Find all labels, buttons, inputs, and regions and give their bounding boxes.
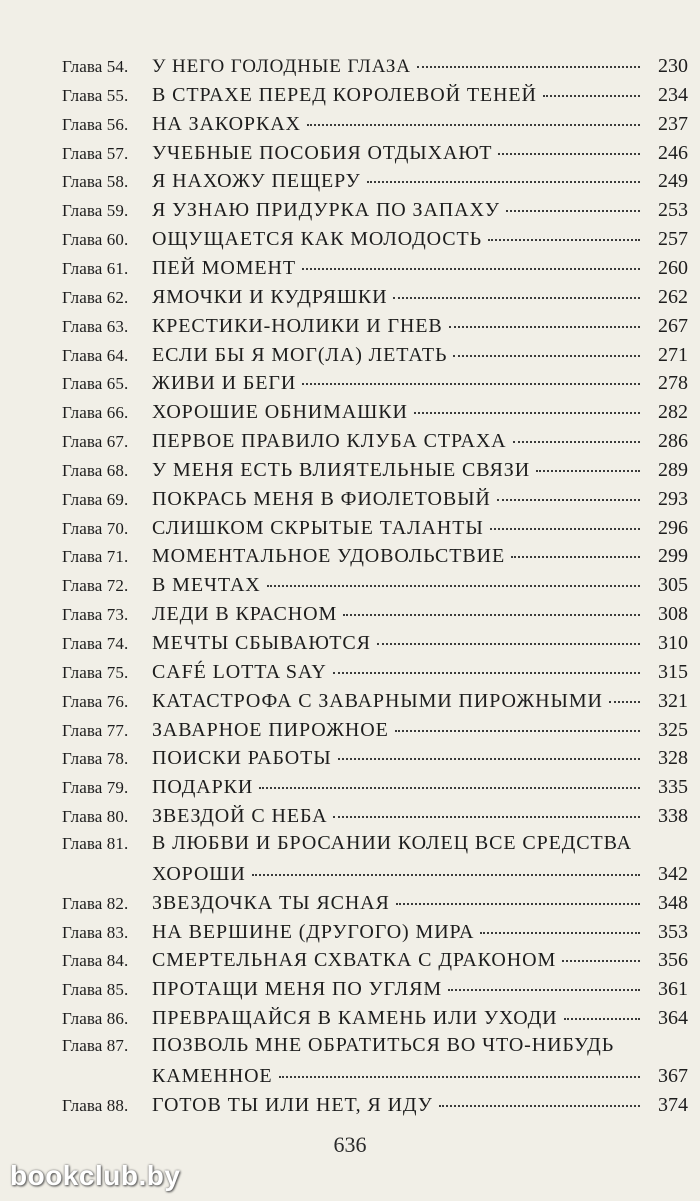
chapter-number: Глава 87.: [62, 1035, 129, 1055]
chapter-title: У НЕГО ГОЛОДНЫЕ ГЛАЗА: [152, 56, 411, 77]
chapter-page: 364: [658, 1007, 688, 1030]
dot-leader: [511, 536, 640, 558]
chapter-number: Глава 67.: [62, 432, 129, 452]
toc-entry: [62, 1089, 688, 1120]
dot-leader: [307, 104, 640, 126]
chapter-title: КАМЕННОЕ: [152, 1064, 273, 1087]
dot-leader: [393, 277, 640, 299]
dot-leader: [333, 652, 640, 674]
chapter-title: В МЕЧТАХ: [152, 574, 261, 597]
dot-leader: [338, 738, 640, 760]
chapter-number: Глава 57.: [62, 143, 129, 163]
chapter-page: 257: [658, 228, 688, 251]
dot-leader: [367, 161, 640, 183]
chapter-number: Глава 69.: [62, 489, 129, 509]
chapter-number: Глава 81.: [62, 833, 129, 853]
chapter-title: УЧЕБНЫЕ ПОСОБИЯ ОТДЫХАЮТ: [152, 141, 493, 164]
chapter-number: Глава 66.: [62, 403, 129, 423]
dot-leader: [267, 565, 640, 587]
dot-leader: [279, 1056, 640, 1078]
chapter-page: 299: [658, 545, 688, 568]
dot-leader: [395, 710, 640, 732]
toc-entry: [62, 656, 688, 687]
chapter-page: 282: [658, 401, 688, 424]
chapter-number: Глава 71.: [62, 547, 129, 567]
chapter-page: 338: [658, 805, 688, 828]
chapter-page: 374: [658, 1093, 688, 1116]
chapter-page: 342: [658, 862, 688, 885]
chapter-page: 356: [658, 949, 688, 972]
dot-leader: [333, 796, 640, 818]
chapter-title: ЗАВАРНОЕ ПИРОЖНОЕ: [152, 718, 389, 741]
chapter-number: Глава 68.: [62, 460, 129, 480]
chapter-number: Глава 77.: [62, 720, 129, 740]
chapter-number: Глава 85.: [62, 980, 129, 1000]
chapter-page: 361: [658, 978, 688, 1001]
chapter-page: 289: [658, 458, 688, 481]
dot-leader: [302, 363, 640, 385]
chapter-page: 230: [658, 55, 688, 77]
chapter-page: 286: [658, 430, 688, 453]
chapter-number: Глава 63.: [62, 316, 129, 336]
dot-leader: [480, 912, 640, 934]
chapter-title: ХОРОШИЕ ОБНИМАШКИ: [152, 401, 408, 424]
chapter-number: Глава 54.: [62, 57, 129, 76]
chapter-title: У МЕНЯ ЕСТЬ ВЛИЯТЕЛЬНЫЕ СВЯЗИ: [152, 458, 531, 481]
chapter-title: ЕСЛИ БЫ Я МОГ(ЛА) ЛЕТАТЬ: [152, 343, 448, 366]
chapter-title: Я НАХОЖУ ПЕЩЕРУ: [152, 170, 361, 193]
chapter-page: 271: [658, 343, 688, 366]
dot-leader: [417, 46, 640, 68]
toc-entry: [62, 1002, 688, 1033]
chapter-page: 353: [658, 920, 688, 943]
chapter-title: КРЕСТИКИ-НОЛИКИ И ГНЕВ: [152, 314, 443, 337]
chapter-page: 321: [658, 689, 688, 712]
chapter-title: МОМЕНТАЛЬНОЕ УДОВОЛЬСТВИЕ: [152, 545, 506, 568]
dot-leader: [449, 306, 640, 328]
dot-leader: [259, 767, 640, 789]
chapter-page: 367: [658, 1064, 688, 1087]
chapter-number: Глава 60.: [62, 230, 129, 250]
chapter-page: 305: [658, 574, 688, 597]
chapter-number: Глава 61.: [62, 258, 129, 278]
dot-leader: [543, 75, 640, 97]
chapter-title: НА ЗАКОРКАХ: [152, 112, 301, 135]
dot-leader: [497, 479, 640, 501]
dot-leader: [448, 969, 640, 991]
chapter-title: ПЕЙ МОМЕНТ: [152, 256, 296, 279]
chapter-title: ЗВЕЗДОЧКА ТЫ ЯСНАЯ: [152, 891, 390, 914]
chapter-title: ПОКРАСЬ МЕНЯ В ФИОЛЕТОВЫЙ: [152, 487, 491, 510]
chapter-page: 267: [658, 314, 688, 337]
chapter-number: Глава 56.: [62, 114, 129, 134]
chapter-number: Глава 55.: [62, 85, 129, 105]
chapter-number: Глава 72.: [62, 576, 129, 596]
watermark: bookclub.by: [10, 1160, 181, 1191]
dot-leader: [564, 998, 641, 1020]
chapter-number: Глава 65.: [62, 374, 129, 394]
dot-leader: [377, 623, 640, 645]
chapter-page: 260: [658, 256, 688, 279]
chapter-number: Глава 84.: [62, 951, 129, 971]
chapter-title: ЗВЕЗДОЙ С НЕБА: [152, 805, 328, 828]
chapter-number: Глава 86.: [62, 1009, 129, 1029]
chapter-number: Глава 73.: [62, 605, 129, 625]
chapter-page: 246: [658, 141, 688, 164]
chapter-page: 325: [658, 718, 688, 741]
chapter-page: 293: [658, 487, 688, 510]
dot-leader: [343, 594, 640, 616]
dot-leader: [414, 392, 640, 414]
chapter-page: 335: [658, 776, 688, 799]
chapter-page: 278: [658, 372, 688, 395]
chapter-title: В СТРАХЕ ПЕРЕД КОРОЛЕВОЙ ТЕНЕЙ: [152, 83, 537, 106]
chapter-page: 348: [658, 891, 688, 914]
chapter-title: ХОРОШИ: [152, 862, 246, 885]
chapter-title: ЯМОЧКИ И КУДРЯШКИ: [152, 285, 388, 308]
chapter-page: 315: [658, 660, 688, 683]
chapter-page: 237: [658, 112, 688, 135]
chapter-title: НА ВЕРШИНЕ (ДРУГОГО) МИРА: [152, 920, 475, 943]
dot-leader: [252, 854, 640, 876]
chapter-title: ПРЕВРАЩАЙСЯ В КАМЕНЬ ИЛИ УХОДИ: [152, 1007, 558, 1030]
chapter-number: Глава 74.: [62, 634, 129, 653]
chapter-page: 296: [658, 516, 688, 539]
chapter-number: Глава 75.: [62, 662, 129, 682]
dot-leader: [453, 335, 640, 357]
chapter-title: ПОДАРКИ: [152, 776, 254, 799]
chapter-title: CAFÉ LOTTA SAY: [152, 660, 327, 683]
dot-leader: [498, 133, 640, 155]
chapter-page: 253: [658, 199, 688, 222]
dot-leader: [513, 421, 640, 443]
chapter-title: ПЕРВОЕ ПРАВИЛО КЛУБА СТРАХА: [152, 430, 507, 453]
chapter-title: В ЛЮБВИ И БРОСАНИИ КОЛЕЦ ВСЕ СРЕДСТВА: [152, 831, 632, 854]
chapter-title: СЛИШКОМ СКРЫТЫЕ ТАЛАНТЫ: [152, 516, 484, 539]
chapter-title: МЕЧТЫ СБЫВАЮТСЯ: [152, 632, 371, 654]
chapter-number: Глава 79.: [62, 778, 129, 798]
chapter-title: ЛЕДИ В КРАСНОМ: [152, 603, 338, 626]
chapter-page: 234: [658, 83, 688, 106]
chapter-title: ПОЗВОЛЬ МНЕ ОБРАТИТЬСЯ ВО ЧТО-НИБУДЬ: [152, 1033, 615, 1056]
chapter-number: Глава 82.: [62, 893, 129, 913]
chapter-number: Глава 70.: [62, 518, 129, 538]
dot-leader: [506, 190, 640, 212]
chapter-title: Я УЗНАЮ ПРИДУРКА ПО ЗАПАХУ: [152, 199, 500, 222]
chapter-number: Глава 62.: [62, 287, 129, 307]
chapter-page: 310: [658, 632, 688, 654]
chapter-number: Глава 59.: [62, 201, 129, 221]
dot-leader: [562, 940, 640, 962]
chapter-title: ЖИВИ И БЕГИ: [152, 372, 297, 395]
dot-leader: [490, 508, 640, 530]
chapter-page: 328: [658, 747, 688, 770]
chapter-title: ПРОТАЩИ МЕНЯ ПО УГЛЯМ: [152, 978, 443, 1001]
chapter-number: Глава 58.: [62, 172, 129, 192]
chapter-title: СМЕРТЕЛЬНАЯ СХВАТКА С ДРАКОНОМ: [152, 949, 557, 972]
dot-leader: [488, 219, 640, 241]
chapter-title: ПОИСКИ РАБОТЫ: [152, 747, 332, 770]
chapter-page: 262: [658, 285, 688, 308]
chapter-title: КАТАСТРОФА С ЗАВАРНЫМИ ПИРОЖНЫМИ: [152, 689, 603, 712]
dot-leader: [396, 883, 640, 905]
chapter-title: ОЩУЩАЕТСЯ КАК МОЛОДОСТЬ: [152, 228, 482, 251]
dot-leader: [536, 450, 640, 472]
dot-leader: [609, 681, 640, 703]
chapter-page: 308: [658, 603, 688, 626]
chapter-number: Глава 80.: [62, 807, 129, 827]
dot-leader: [439, 1085, 640, 1107]
chapter-title: ГОТОВ ТЫ ИЛИ НЕТ, Я ИДУ: [152, 1093, 433, 1116]
chapter-number: Глава 88.: [62, 1095, 129, 1115]
chapter-page: 249: [658, 170, 688, 193]
dot-leader: [302, 248, 640, 270]
chapter-number: Глава 76.: [62, 691, 129, 711]
chapter-number: Глава 64.: [62, 345, 129, 365]
toc-entry: [62, 800, 688, 831]
chapter-number: Глава 83.: [62, 922, 129, 942]
page-number: 636: [333, 1132, 367, 1157]
chapter-number: Глава 78.: [62, 749, 129, 769]
